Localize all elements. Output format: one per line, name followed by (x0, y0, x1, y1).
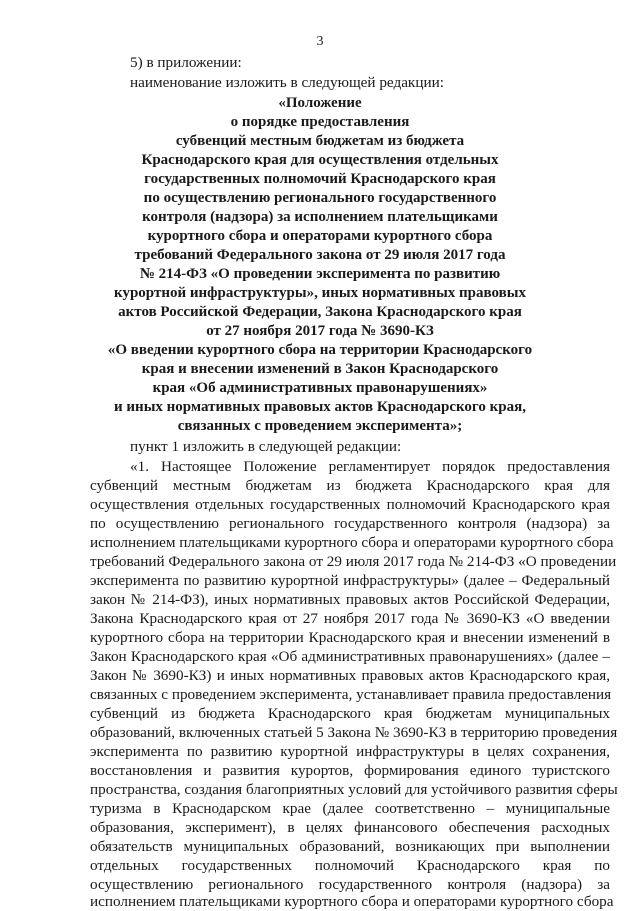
body-line: закон № 214-ФЗ), иных нормативных правовых актов Российской Федерации, (90, 591, 610, 608)
intro-line: наименование изложить в следующей редакции: (130, 74, 444, 91)
body-line: Закона Краснодарского края от 27 ноября 2017 года № 3690-КЗ «О введении (90, 610, 610, 627)
title-line: актов Российской Федерации, Закона Краснодарского края (118, 304, 522, 320)
body-line: субвенций из бюджета Краснодарского края бюджетам муниципальных (90, 705, 610, 722)
title-line: связанных с проведением эксперимента»; (177, 418, 463, 434)
title-line: «О введении курортного сбора на территории Краснодарского (107, 342, 533, 358)
body-line: исполнением плательщиками курортного сбора и операторами курортного сбора (90, 893, 614, 910)
body-line: эксперимента по развитию курортной инфраструктуры» (далее – Федеральный (90, 572, 610, 589)
body-line: образований, включенных статьей 5 Закона № 3690-КЗ в территорию проведения (90, 724, 618, 741)
title-line: государственных полномочий Краснодарского края (144, 171, 496, 187)
title-line: контроля (надзора) за исполнением плательщиками (142, 209, 498, 225)
title-line: Краснодарского края для осуществления отдельных (141, 152, 499, 168)
title-line: о порядке предоставления (230, 114, 410, 130)
body-line: осуществлению регионального государственного контроля (надзора) за (90, 876, 610, 893)
body-line: связанных с проведением эксперимента, устанавливает правила предоставления (90, 686, 612, 703)
body-line: субвенций местным бюджетам из бюджета Краснодарского края для (90, 477, 610, 494)
title-line: по осуществлению регионального государственного (143, 190, 497, 206)
body-line: образования, эксперимент), в целях финансового обеспечения расходных (90, 819, 610, 836)
body-line: курортного сбора на территории Краснодарского края и внесении изменений в (90, 629, 610, 646)
title-line: курортной инфраструктуры», иных нормативных правовых (114, 285, 526, 301)
body-line: по осуществлению регионального государственного контроля (надзора) за (90, 515, 610, 532)
point-intro: пункт 1 изложить в следующей редакции: (130, 438, 402, 455)
body-line: обязательств муниципальных образований, возникающих при выполнении (90, 838, 610, 855)
body-line: исполнением плательщиками курортного сбора и операторами курортного сбора (90, 534, 614, 551)
body-line: требований Федерального закона от 29 июля 2017 года № 214-ФЗ «О проведении (90, 553, 617, 570)
title-line: «Положение (278, 95, 362, 111)
body-line: «1. Настоящее Положение регламентирует порядок предоставления (130, 458, 610, 475)
title-line: и иных нормативных правовых актов Краснодарского края, (114, 399, 526, 415)
title-line: курортного сбора и операторами курортного сбора (147, 228, 493, 244)
body-line: эксперимента по развитию курортной инфраструктуры в целях сохранения, (90, 743, 610, 760)
title-line: субвенций местным бюджетам из бюджета (175, 133, 465, 149)
intro-line: 5) в приложении: (130, 54, 242, 71)
title-line: края «Об административных правонарушениях» (152, 380, 488, 396)
title-line: края и внесении изменений в Закон Краснодарского (141, 361, 499, 377)
body-line: Закон Краснодарского края «Об административных правонарушениях» (далее – (90, 648, 610, 665)
body-line: пространства, создания благоприятных условий для устойчивого развития сферы (90, 781, 618, 798)
page-number: 3 (316, 34, 324, 49)
title-line: № 214-ФЗ «О проведении эксперимента по развитию (139, 266, 501, 282)
body-line: туризма в Краснодарском крае (далее соответственно – муниципальные (90, 800, 610, 817)
body-line: осуществления отдельных государственных полномочий Краснодарского края (90, 496, 610, 513)
title-line: требований Федерального закона от 29 июля 2017 года (134, 247, 506, 263)
title-line: от 27 ноября 2017 года № 3690-КЗ (206, 323, 434, 339)
body-line: Закон № 3690-КЗ) и иных нормативных правовых актов Краснодарского края, (90, 667, 610, 684)
body-line: отдельных государственных полномочий Краснодарского края по (90, 857, 610, 874)
body-line: восстановления и развития курортов, формирования единого туристского (90, 762, 610, 779)
